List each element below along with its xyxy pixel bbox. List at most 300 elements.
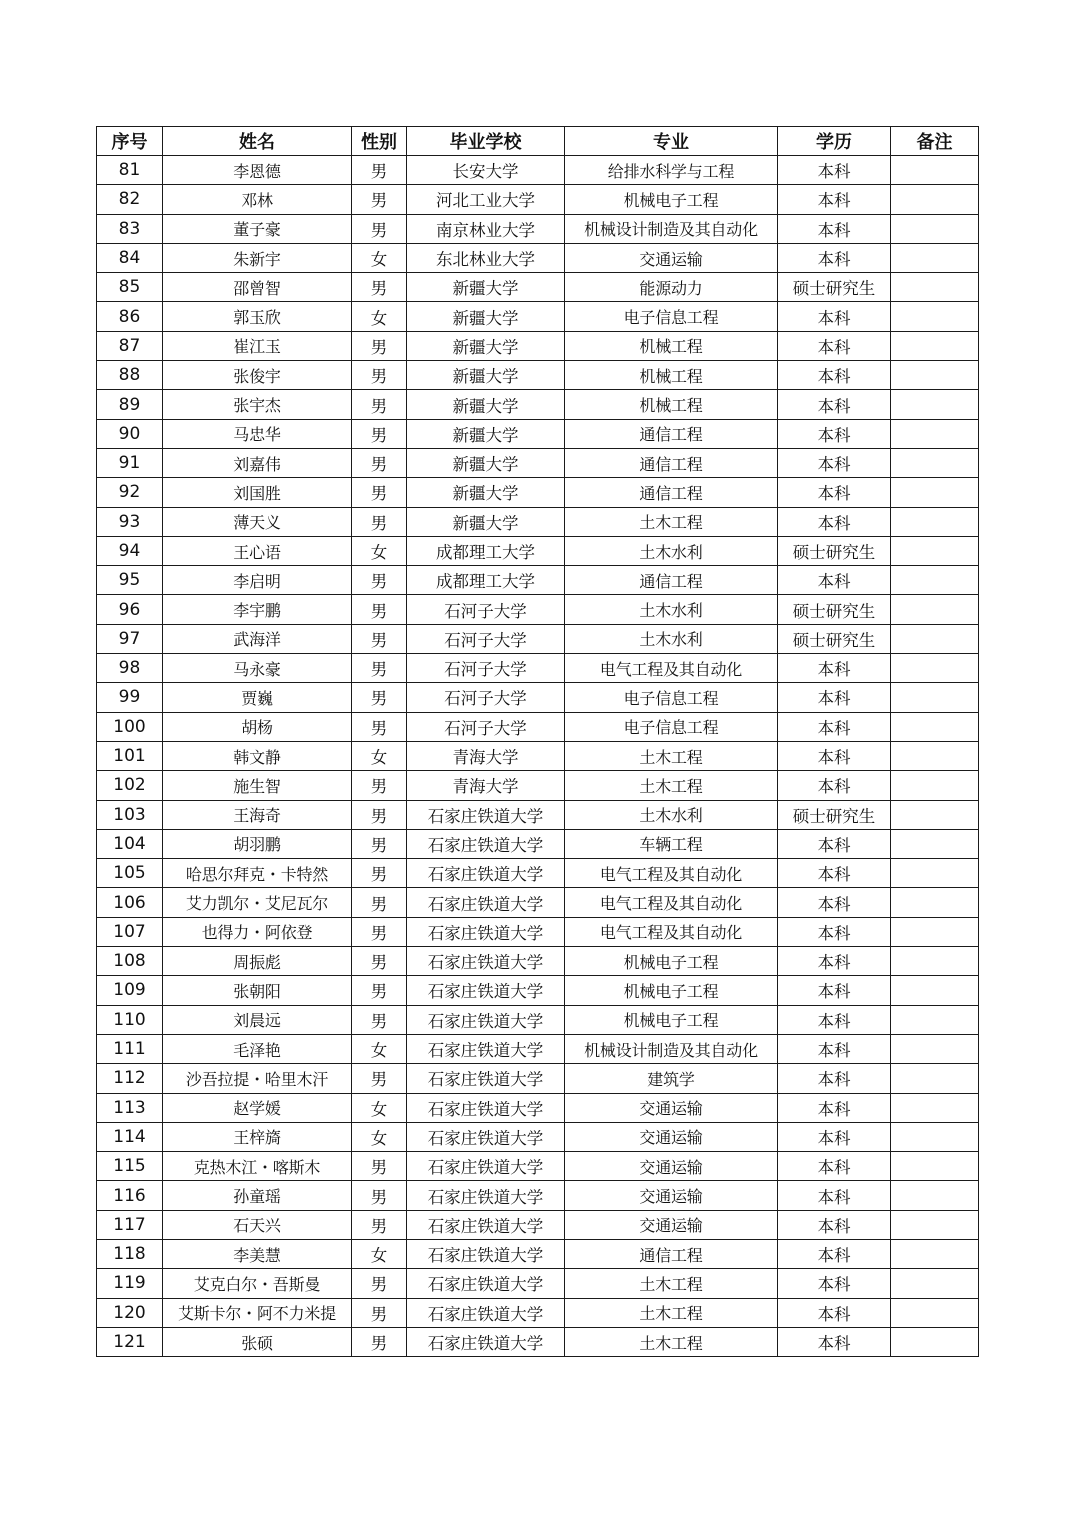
cell-remark xyxy=(891,1210,979,1239)
cell-remark xyxy=(891,947,979,976)
cell-degree: 本科 xyxy=(778,419,891,448)
cell-degree: 硕士研究生 xyxy=(778,624,891,653)
cell-major: 机械工程 xyxy=(565,361,778,390)
cell-name: 武海洋 xyxy=(163,624,352,653)
cell-degree: 本科 xyxy=(778,448,891,477)
table-row xyxy=(97,536,979,565)
cell-gender: 男 xyxy=(352,390,407,419)
cell-name: 邵曾智 xyxy=(163,273,352,302)
cell-no: 115 xyxy=(97,1152,163,1181)
cell-no: 98 xyxy=(97,654,163,683)
cell-major: 机械电子工程 xyxy=(565,185,778,214)
cell-remark xyxy=(891,741,979,770)
cell-name: 张俊宇 xyxy=(163,361,352,390)
table-row xyxy=(97,1152,979,1181)
cell-gender: 男 xyxy=(352,800,407,829)
cell-remark xyxy=(891,1152,979,1181)
header-gender: 性别 xyxy=(352,127,407,156)
cell-gender: 男 xyxy=(352,448,407,477)
cell-major: 交通运输 xyxy=(565,1152,778,1181)
cell-no: 109 xyxy=(97,976,163,1005)
cell-gender: 男 xyxy=(352,1298,407,1327)
cell-gender: 男 xyxy=(352,624,407,653)
cell-degree: 本科 xyxy=(778,185,891,214)
cell-major: 交通运输 xyxy=(565,1181,778,1210)
cell-name: 李恩德 xyxy=(163,156,352,185)
cell-school: 石家庄铁道大学 xyxy=(407,1327,565,1356)
cell-major: 机械电子工程 xyxy=(565,976,778,1005)
cell-degree: 本科 xyxy=(778,888,891,917)
cell-remark xyxy=(891,507,979,536)
cell-degree: 本科 xyxy=(778,947,891,976)
cell-major: 通信工程 xyxy=(565,1239,778,1268)
cell-remark xyxy=(891,976,979,1005)
cell-no: 112 xyxy=(97,1064,163,1093)
cell-remark xyxy=(891,566,979,595)
cell-major: 机械电子工程 xyxy=(565,1005,778,1034)
cell-no: 119 xyxy=(97,1269,163,1298)
cell-school: 成都理工大学 xyxy=(407,566,565,595)
cell-gender: 男 xyxy=(352,947,407,976)
cell-school: 石河子大学 xyxy=(407,654,565,683)
cell-major: 电气工程及其自动化 xyxy=(565,859,778,888)
cell-name: 刘嘉伟 xyxy=(163,448,352,477)
cell-degree: 本科 xyxy=(778,683,891,712)
table-row xyxy=(97,1064,979,1093)
table-row xyxy=(97,331,979,360)
cell-school: 石家庄铁道大学 xyxy=(407,1064,565,1093)
cell-remark xyxy=(891,214,979,243)
cell-school: 石家庄铁道大学 xyxy=(407,888,565,917)
cell-degree: 本科 xyxy=(778,712,891,741)
cell-school: 新疆大学 xyxy=(407,302,565,331)
cell-school: 新疆大学 xyxy=(407,419,565,448)
table-row xyxy=(97,419,979,448)
cell-degree: 本科 xyxy=(778,566,891,595)
cell-school: 成都理工大学 xyxy=(407,536,565,565)
cell-school: 石河子大学 xyxy=(407,595,565,624)
cell-no: 108 xyxy=(97,947,163,976)
table-row xyxy=(97,1210,979,1239)
cell-name: 也得力・阿依登 xyxy=(163,917,352,946)
cell-name: 张朝阳 xyxy=(163,976,352,1005)
cell-school: 石家庄铁道大学 xyxy=(407,1152,565,1181)
cell-gender: 女 xyxy=(352,302,407,331)
cell-major: 电子信息工程 xyxy=(565,712,778,741)
cell-degree: 本科 xyxy=(778,331,891,360)
cell-gender: 男 xyxy=(352,478,407,507)
cell-school: 新疆大学 xyxy=(407,478,565,507)
cell-major: 土木工程 xyxy=(565,507,778,536)
cell-degree: 本科 xyxy=(778,917,891,946)
table-row xyxy=(97,712,979,741)
cell-degree: 硕士研究生 xyxy=(778,536,891,565)
cell-name: 胡杨 xyxy=(163,712,352,741)
cell-major: 交通运输 xyxy=(565,1210,778,1239)
cell-degree: 本科 xyxy=(778,156,891,185)
table-row xyxy=(97,976,979,1005)
cell-gender: 女 xyxy=(352,741,407,770)
cell-gender: 男 xyxy=(352,976,407,1005)
cell-major: 机械设计制造及其自动化 xyxy=(565,1034,778,1063)
cell-school: 石家庄铁道大学 xyxy=(407,976,565,1005)
cell-name: 赵学媛 xyxy=(163,1093,352,1122)
cell-major: 机械工程 xyxy=(565,390,778,419)
cell-major: 电子信息工程 xyxy=(565,683,778,712)
cell-gender: 男 xyxy=(352,1005,407,1034)
cell-remark xyxy=(891,1239,979,1268)
cell-no: 81 xyxy=(97,156,163,185)
table-row xyxy=(97,829,979,858)
cell-no: 82 xyxy=(97,185,163,214)
cell-school: 新疆大学 xyxy=(407,507,565,536)
cell-name: 孙童瑶 xyxy=(163,1181,352,1210)
cell-remark xyxy=(891,712,979,741)
cell-major: 交通运输 xyxy=(565,1093,778,1122)
cell-major: 给排水科学与工程 xyxy=(565,156,778,185)
cell-remark xyxy=(891,302,979,331)
cell-name: 邓林 xyxy=(163,185,352,214)
cell-school: 青海大学 xyxy=(407,771,565,800)
cell-name: 马永豪 xyxy=(163,654,352,683)
cell-remark xyxy=(891,185,979,214)
cell-gender: 男 xyxy=(352,361,407,390)
cell-name: 马忠华 xyxy=(163,419,352,448)
table-row xyxy=(97,624,979,653)
cell-name: 毛泽艳 xyxy=(163,1034,352,1063)
cell-major: 车辆工程 xyxy=(565,829,778,858)
cell-degree: 本科 xyxy=(778,1181,891,1210)
cell-remark xyxy=(891,390,979,419)
cell-remark xyxy=(891,478,979,507)
cell-school: 石家庄铁道大学 xyxy=(407,1239,565,1268)
cell-remark xyxy=(891,1122,979,1151)
cell-gender: 男 xyxy=(352,1210,407,1239)
cell-major: 电气工程及其自动化 xyxy=(565,888,778,917)
cell-remark xyxy=(891,419,979,448)
cell-gender: 女 xyxy=(352,243,407,272)
cell-name: 王海奇 xyxy=(163,800,352,829)
cell-remark xyxy=(891,888,979,917)
cell-degree: 硕士研究生 xyxy=(778,273,891,302)
header-row xyxy=(97,127,979,156)
cell-gender: 女 xyxy=(352,1122,407,1151)
cell-gender: 女 xyxy=(352,1093,407,1122)
header-name: 姓名 xyxy=(163,127,352,156)
cell-no: 114 xyxy=(97,1122,163,1151)
cell-degree: 本科 xyxy=(778,243,891,272)
cell-remark xyxy=(891,1298,979,1327)
cell-school: 南京林业大学 xyxy=(407,214,565,243)
cell-major: 通信工程 xyxy=(565,448,778,477)
header-school: 毕业学校 xyxy=(407,127,565,156)
cell-no: 95 xyxy=(97,566,163,595)
cell-remark xyxy=(891,361,979,390)
cell-gender: 男 xyxy=(352,419,407,448)
cell-degree: 本科 xyxy=(778,1152,891,1181)
table-row xyxy=(97,800,979,829)
cell-name: 石天兴 xyxy=(163,1210,352,1239)
cell-degree: 本科 xyxy=(778,1005,891,1034)
table-row xyxy=(97,1327,979,1356)
cell-no: 90 xyxy=(97,419,163,448)
cell-no: 116 xyxy=(97,1181,163,1210)
cell-remark xyxy=(891,859,979,888)
cell-major: 交通运输 xyxy=(565,1122,778,1151)
cell-name: 李宇鹏 xyxy=(163,595,352,624)
cell-no: 97 xyxy=(97,624,163,653)
table-row xyxy=(97,595,979,624)
cell-gender: 男 xyxy=(352,1152,407,1181)
cell-no: 105 xyxy=(97,859,163,888)
table-row xyxy=(97,1269,979,1298)
cell-remark xyxy=(891,829,979,858)
cell-school: 新疆大学 xyxy=(407,331,565,360)
cell-remark xyxy=(891,1034,979,1063)
cell-gender: 男 xyxy=(352,917,407,946)
cell-no: 120 xyxy=(97,1298,163,1327)
cell-remark xyxy=(891,243,979,272)
header-no: 序号 xyxy=(97,127,163,156)
cell-name: 张硕 xyxy=(163,1327,352,1356)
table-row xyxy=(97,888,979,917)
table-row xyxy=(97,1239,979,1268)
table-row xyxy=(97,243,979,272)
cell-degree: 硕士研究生 xyxy=(778,595,891,624)
cell-no: 84 xyxy=(97,243,163,272)
cell-school: 石家庄铁道大学 xyxy=(407,1298,565,1327)
cell-major: 土木工程 xyxy=(565,1327,778,1356)
cell-gender: 男 xyxy=(352,859,407,888)
cell-degree: 本科 xyxy=(778,1269,891,1298)
cell-no: 106 xyxy=(97,888,163,917)
cell-name: 朱新宇 xyxy=(163,243,352,272)
cell-no: 93 xyxy=(97,507,163,536)
cell-remark xyxy=(891,1181,979,1210)
table-row xyxy=(97,947,979,976)
cell-major: 土木水利 xyxy=(565,595,778,624)
cell-school: 东北林业大学 xyxy=(407,243,565,272)
table-row xyxy=(97,390,979,419)
cell-remark xyxy=(891,771,979,800)
cell-name: 克热木江・喀斯木 xyxy=(163,1152,352,1181)
cell-gender: 女 xyxy=(352,1239,407,1268)
cell-remark xyxy=(891,683,979,712)
cell-name: 董子豪 xyxy=(163,214,352,243)
cell-no: 96 xyxy=(97,595,163,624)
cell-name: 艾斯卡尔・阿不力米提 xyxy=(163,1298,352,1327)
cell-no: 100 xyxy=(97,712,163,741)
cell-school: 新疆大学 xyxy=(407,390,565,419)
cell-remark xyxy=(891,1064,979,1093)
table-row xyxy=(97,771,979,800)
cell-school: 石家庄铁道大学 xyxy=(407,829,565,858)
cell-no: 110 xyxy=(97,1005,163,1034)
table-row xyxy=(97,1005,979,1034)
cell-no: 104 xyxy=(97,829,163,858)
cell-degree: 本科 xyxy=(778,976,891,1005)
cell-no: 111 xyxy=(97,1034,163,1063)
cell-degree: 本科 xyxy=(778,507,891,536)
cell-degree: 本科 xyxy=(778,214,891,243)
cell-school: 石家庄铁道大学 xyxy=(407,1181,565,1210)
cell-no: 83 xyxy=(97,214,163,243)
cell-degree: 本科 xyxy=(778,361,891,390)
cell-degree: 本科 xyxy=(778,302,891,331)
cell-name: 王梓旖 xyxy=(163,1122,352,1151)
cell-name: 哈思尔拜克・卡特然 xyxy=(163,859,352,888)
table-row xyxy=(97,185,979,214)
cell-major: 机械工程 xyxy=(565,331,778,360)
cell-school: 石家庄铁道大学 xyxy=(407,859,565,888)
cell-gender: 男 xyxy=(352,156,407,185)
cell-gender: 男 xyxy=(352,214,407,243)
cell-remark xyxy=(891,624,979,653)
cell-gender: 男 xyxy=(352,771,407,800)
cell-gender: 男 xyxy=(352,712,407,741)
cell-name: 艾力凯尔・艾尼瓦尔 xyxy=(163,888,352,917)
cell-school: 石河子大学 xyxy=(407,683,565,712)
cell-school: 新疆大学 xyxy=(407,361,565,390)
cell-major: 土木工程 xyxy=(565,1269,778,1298)
cell-name: 周振彪 xyxy=(163,947,352,976)
cell-school: 石河子大学 xyxy=(407,712,565,741)
table-body xyxy=(97,156,979,1357)
cell-major: 电子信息工程 xyxy=(565,302,778,331)
cell-gender: 男 xyxy=(352,595,407,624)
cell-major: 通信工程 xyxy=(565,478,778,507)
cell-gender: 男 xyxy=(352,1181,407,1210)
cell-no: 91 xyxy=(97,448,163,477)
cell-no: 89 xyxy=(97,390,163,419)
cell-gender: 男 xyxy=(352,1327,407,1356)
table-row xyxy=(97,917,979,946)
header-major: 专业 xyxy=(565,127,778,156)
cell-gender: 男 xyxy=(352,888,407,917)
cell-name: 施生智 xyxy=(163,771,352,800)
table-row xyxy=(97,361,979,390)
table-row xyxy=(97,448,979,477)
cell-gender: 女 xyxy=(352,536,407,565)
cell-major: 土木工程 xyxy=(565,1298,778,1327)
cell-degree: 本科 xyxy=(778,1122,891,1151)
cell-name: 刘国胜 xyxy=(163,478,352,507)
cell-no: 107 xyxy=(97,917,163,946)
cell-school: 石家庄铁道大学 xyxy=(407,1005,565,1034)
cell-gender: 男 xyxy=(352,507,407,536)
cell-name: 王心语 xyxy=(163,536,352,565)
cell-remark xyxy=(891,800,979,829)
cell-degree: 本科 xyxy=(778,741,891,770)
cell-name: 艾克白尔・吾斯曼 xyxy=(163,1269,352,1298)
cell-major: 能源动力 xyxy=(565,273,778,302)
cell-school: 石家庄铁道大学 xyxy=(407,1093,565,1122)
cell-school: 石家庄铁道大学 xyxy=(407,917,565,946)
table-row xyxy=(97,507,979,536)
cell-major: 机械电子工程 xyxy=(565,947,778,976)
cell-school: 石家庄铁道大学 xyxy=(407,1269,565,1298)
cell-no: 118 xyxy=(97,1239,163,1268)
cell-gender: 男 xyxy=(352,829,407,858)
cell-gender: 男 xyxy=(352,331,407,360)
table-row xyxy=(97,1122,979,1151)
cell-name: 刘晨远 xyxy=(163,1005,352,1034)
cell-school: 青海大学 xyxy=(407,741,565,770)
cell-school: 河北工业大学 xyxy=(407,185,565,214)
cell-no: 103 xyxy=(97,800,163,829)
cell-name: 薄天义 xyxy=(163,507,352,536)
cell-remark xyxy=(891,917,979,946)
cell-no: 94 xyxy=(97,536,163,565)
cell-major: 土木水利 xyxy=(565,624,778,653)
table-row xyxy=(97,859,979,888)
cell-remark xyxy=(891,536,979,565)
cell-degree: 本科 xyxy=(778,478,891,507)
table-row xyxy=(97,273,979,302)
cell-no: 117 xyxy=(97,1210,163,1239)
table-row xyxy=(97,683,979,712)
cell-name: 李美慧 xyxy=(163,1239,352,1268)
cell-major: 电气工程及其自动化 xyxy=(565,654,778,683)
cell-major: 土木工程 xyxy=(565,771,778,800)
cell-no: 88 xyxy=(97,361,163,390)
cell-school: 石家庄铁道大学 xyxy=(407,800,565,829)
cell-school: 长安大学 xyxy=(407,156,565,185)
cell-degree: 本科 xyxy=(778,1327,891,1356)
cell-major: 建筑学 xyxy=(565,1064,778,1093)
cell-gender: 男 xyxy=(352,654,407,683)
table-row xyxy=(97,156,979,185)
cell-no: 87 xyxy=(97,331,163,360)
cell-gender: 男 xyxy=(352,683,407,712)
cell-major: 土木水利 xyxy=(565,800,778,829)
cell-gender: 男 xyxy=(352,185,407,214)
cell-school: 石家庄铁道大学 xyxy=(407,1122,565,1151)
cell-major: 机械设计制造及其自动化 xyxy=(565,214,778,243)
cell-school: 石家庄铁道大学 xyxy=(407,1034,565,1063)
cell-name: 张宇杰 xyxy=(163,390,352,419)
cell-degree: 本科 xyxy=(778,1093,891,1122)
cell-remark xyxy=(891,156,979,185)
cell-school: 石家庄铁道大学 xyxy=(407,1210,565,1239)
cell-major: 通信工程 xyxy=(565,419,778,448)
header-degree: 学历 xyxy=(778,127,891,156)
table-row xyxy=(97,1093,979,1122)
table-row xyxy=(97,302,979,331)
cell-school: 新疆大学 xyxy=(407,273,565,302)
cell-gender: 男 xyxy=(352,273,407,302)
cell-name: 韩文静 xyxy=(163,741,352,770)
table-row xyxy=(97,478,979,507)
cell-degree: 本科 xyxy=(778,390,891,419)
table-row xyxy=(97,1298,979,1327)
cell-gender: 男 xyxy=(352,1064,407,1093)
cell-gender: 男 xyxy=(352,1269,407,1298)
cell-major: 土木工程 xyxy=(565,741,778,770)
cell-no: 85 xyxy=(97,273,163,302)
cell-degree: 硕士研究生 xyxy=(778,800,891,829)
cell-degree: 本科 xyxy=(778,1064,891,1093)
header-remark: 备注 xyxy=(891,127,979,156)
cell-school: 石家庄铁道大学 xyxy=(407,947,565,976)
cell-degree: 本科 xyxy=(778,1239,891,1268)
cell-name: 胡羽鹏 xyxy=(163,829,352,858)
cell-remark xyxy=(891,1093,979,1122)
cell-name: 崔江玉 xyxy=(163,331,352,360)
cell-no: 113 xyxy=(97,1093,163,1122)
table-row xyxy=(97,1034,979,1063)
cell-major: 交通运输 xyxy=(565,243,778,272)
